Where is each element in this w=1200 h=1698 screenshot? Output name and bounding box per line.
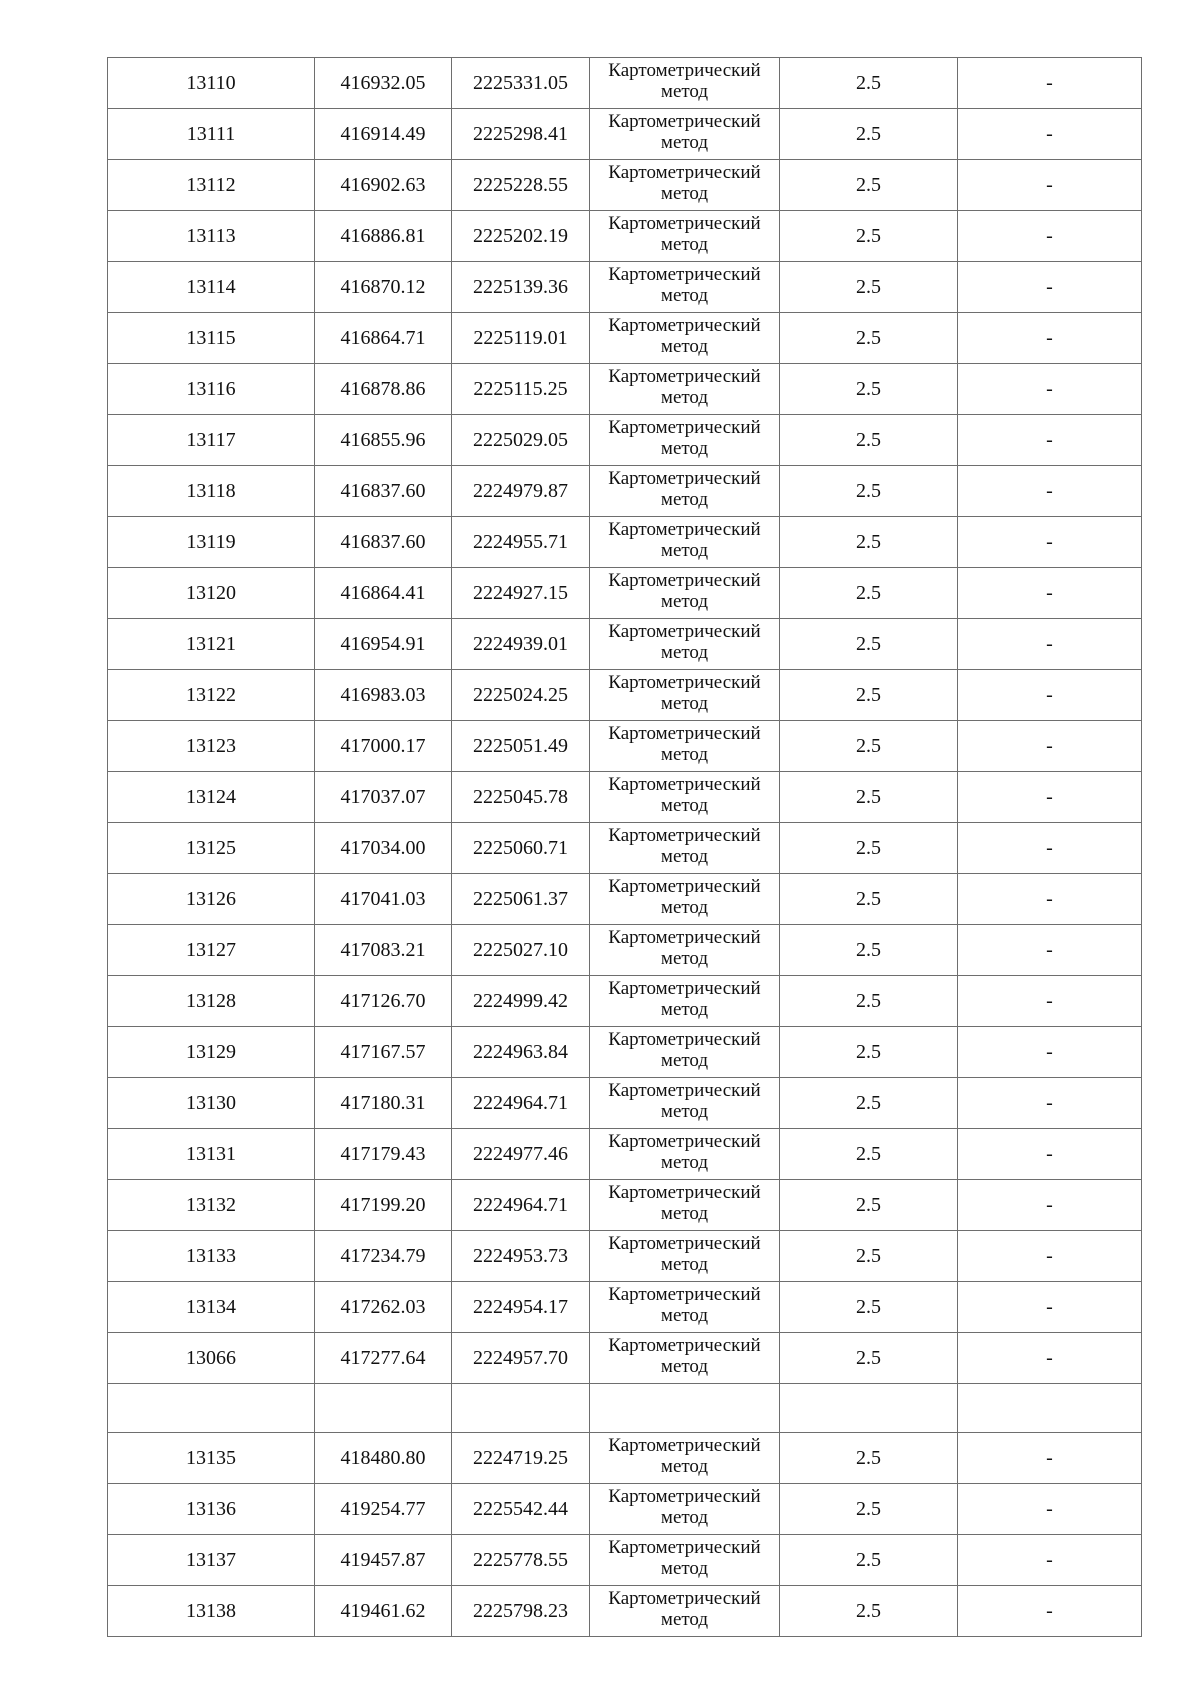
y-coordinate-cell: 2224955.71 xyxy=(452,517,590,568)
y-coordinate-cell: 2225798.23 xyxy=(452,1586,590,1637)
method-cell xyxy=(590,1586,780,1637)
x-coordinate-cell: 416902.63 xyxy=(315,160,452,211)
method-line-2: метод xyxy=(660,489,709,510)
method-cell xyxy=(590,1484,780,1535)
method-line-2: метод xyxy=(660,387,709,408)
point-number-cell: 13122 xyxy=(108,670,315,721)
y-coordinate-cell: 2225542.44 xyxy=(452,1484,590,1535)
accuracy-cell: 2.5 xyxy=(780,568,958,619)
note-cell: - xyxy=(958,1333,1142,1384)
point-number-cell: 13123 xyxy=(108,721,315,772)
point-number-cell: 13133 xyxy=(108,1231,315,1282)
empty-cell xyxy=(315,1384,452,1433)
method-line-2: метод xyxy=(660,999,709,1020)
table-row xyxy=(108,1180,1142,1231)
table-row xyxy=(108,823,1142,874)
y-coordinate-cell: 2225331.05 xyxy=(452,58,590,109)
table-row xyxy=(108,925,1142,976)
method-line-1: Картометрический xyxy=(608,213,761,234)
accuracy-cell: 2.5 xyxy=(780,1129,958,1180)
accuracy-cell: 2.5 xyxy=(780,1282,958,1333)
method-line-2: метод xyxy=(660,234,709,255)
table-row xyxy=(108,1433,1142,1484)
accuracy-cell: 2.5 xyxy=(780,109,958,160)
method-line-2: метод xyxy=(660,795,709,816)
point-number-cell: 13136 xyxy=(108,1484,315,1535)
method-line-1: Картометрический xyxy=(608,876,761,897)
table-row xyxy=(108,1231,1142,1282)
method-line-1: Картометрический xyxy=(608,621,761,642)
method-line-1: Картометрический xyxy=(608,417,761,438)
method-cell xyxy=(590,568,780,619)
method-line-2: метод xyxy=(660,1456,709,1477)
method-line-1: Картометрический xyxy=(608,1486,761,1507)
accuracy-cell: 2.5 xyxy=(780,160,958,211)
method-line-2: метод xyxy=(660,132,709,153)
method-line-1: Картометрический xyxy=(608,1284,761,1305)
method-cell xyxy=(590,976,780,1027)
method-line-2: метод xyxy=(660,438,709,459)
y-coordinate-cell: 2225139.36 xyxy=(452,262,590,313)
table-row xyxy=(108,364,1142,415)
x-coordinate-cell: 417000.17 xyxy=(315,721,452,772)
point-number-cell: 13115 xyxy=(108,313,315,364)
note-cell: - xyxy=(958,1231,1142,1282)
point-number-cell: 13112 xyxy=(108,160,315,211)
method-line-1: Картометрический xyxy=(608,978,761,999)
method-line-2: метод xyxy=(660,591,709,612)
method-cell xyxy=(590,109,780,160)
y-coordinate-cell: 2224954.17 xyxy=(452,1282,590,1333)
table-row xyxy=(108,1129,1142,1180)
method-cell xyxy=(590,721,780,772)
method-cell xyxy=(590,517,780,568)
note-cell: - xyxy=(958,772,1142,823)
x-coordinate-cell: 417262.03 xyxy=(315,1282,452,1333)
table-row xyxy=(108,721,1142,772)
point-number-cell: 13117 xyxy=(108,415,315,466)
table-row xyxy=(108,568,1142,619)
note-cell: - xyxy=(958,1586,1142,1637)
table-row xyxy=(108,1586,1142,1637)
point-number-cell: 13113 xyxy=(108,211,315,262)
accuracy-cell: 2.5 xyxy=(780,1433,958,1484)
point-number-cell: 13129 xyxy=(108,1027,315,1078)
x-coordinate-cell: 416932.05 xyxy=(315,58,452,109)
method-line-2: метод xyxy=(660,846,709,867)
empty-cell xyxy=(958,1384,1142,1433)
method-line-2: метод xyxy=(660,1152,709,1173)
note-cell: - xyxy=(958,1180,1142,1231)
point-number-cell: 13114 xyxy=(108,262,315,313)
note-cell: - xyxy=(958,1433,1142,1484)
method-cell xyxy=(590,823,780,874)
method-line-2: метод xyxy=(660,1203,709,1224)
method-line-2: метод xyxy=(660,1558,709,1579)
table-row xyxy=(108,976,1142,1027)
method-cell xyxy=(590,1078,780,1129)
table-row xyxy=(108,466,1142,517)
point-number-cell: 13116 xyxy=(108,364,315,415)
y-coordinate-cell: 2225119.01 xyxy=(452,313,590,364)
x-coordinate-cell: 419254.77 xyxy=(315,1484,452,1535)
method-line-1: Картометрический xyxy=(608,468,761,489)
method-cell xyxy=(590,466,780,517)
coordinates-table xyxy=(107,57,1142,1637)
x-coordinate-cell: 417167.57 xyxy=(315,1027,452,1078)
method-line-1: Картометрический xyxy=(608,1537,761,1558)
x-coordinate-cell: 417199.20 xyxy=(315,1180,452,1231)
y-coordinate-cell: 2225024.25 xyxy=(452,670,590,721)
y-coordinate-cell: 2224939.01 xyxy=(452,619,590,670)
note-cell: - xyxy=(958,925,1142,976)
point-number-cell: 13126 xyxy=(108,874,315,925)
method-line-2: метод xyxy=(660,183,709,204)
y-coordinate-cell: 2224963.84 xyxy=(452,1027,590,1078)
note-cell: - xyxy=(958,211,1142,262)
y-coordinate-cell: 2224977.46 xyxy=(452,1129,590,1180)
y-coordinate-cell: 2224964.71 xyxy=(452,1180,590,1231)
accuracy-cell: 2.5 xyxy=(780,211,958,262)
note-cell: - xyxy=(958,568,1142,619)
x-coordinate-cell: 417126.70 xyxy=(315,976,452,1027)
y-coordinate-cell: 2225061.37 xyxy=(452,874,590,925)
note-cell: - xyxy=(958,1027,1142,1078)
point-number-cell: 13128 xyxy=(108,976,315,1027)
accuracy-cell: 2.5 xyxy=(780,517,958,568)
table-row xyxy=(108,313,1142,364)
method-line-2: метод xyxy=(660,897,709,918)
note-cell: - xyxy=(958,415,1142,466)
table-row xyxy=(108,1078,1142,1129)
method-cell xyxy=(590,925,780,976)
point-number-cell: 13119 xyxy=(108,517,315,568)
method-line-1: Картометрический xyxy=(608,1335,761,1356)
point-number-cell: 13137 xyxy=(108,1535,315,1586)
method-line-2: метод xyxy=(660,642,709,663)
empty-cell xyxy=(108,1384,315,1433)
method-line-1: Картометрический xyxy=(608,315,761,336)
method-cell xyxy=(590,874,780,925)
accuracy-cell: 2.5 xyxy=(780,925,958,976)
x-coordinate-cell: 417083.21 xyxy=(315,925,452,976)
method-line-1: Картометрический xyxy=(608,1029,761,1050)
note-cell: - xyxy=(958,109,1142,160)
point-number-cell: 13066 xyxy=(108,1333,315,1384)
method-line-2: метод xyxy=(660,81,709,102)
y-coordinate-cell: 2225115.25 xyxy=(452,364,590,415)
method-cell xyxy=(590,670,780,721)
accuracy-cell: 2.5 xyxy=(780,1586,958,1637)
method-line-1: Картометрический xyxy=(608,570,761,591)
accuracy-cell: 2.5 xyxy=(780,1333,958,1384)
method-cell xyxy=(590,1231,780,1282)
point-number-cell: 13138 xyxy=(108,1586,315,1637)
method-line-2: метод xyxy=(660,693,709,714)
method-cell xyxy=(590,1535,780,1586)
point-number-cell: 13110 xyxy=(108,58,315,109)
table-row xyxy=(108,874,1142,925)
table-row xyxy=(108,58,1142,109)
note-cell: - xyxy=(958,466,1142,517)
accuracy-cell: 2.5 xyxy=(780,721,958,772)
method-line-1: Картометрический xyxy=(608,1080,761,1101)
accuracy-cell: 2.5 xyxy=(780,823,958,874)
point-number-cell: 13121 xyxy=(108,619,315,670)
note-cell: - xyxy=(958,823,1142,874)
note-cell: - xyxy=(958,874,1142,925)
y-coordinate-cell: 2224964.71 xyxy=(452,1078,590,1129)
x-coordinate-cell: 416855.96 xyxy=(315,415,452,466)
method-line-2: метод xyxy=(660,1356,709,1377)
empty-cell xyxy=(452,1384,590,1433)
x-coordinate-cell: 417037.07 xyxy=(315,772,452,823)
method-line-2: метод xyxy=(660,1101,709,1122)
method-cell xyxy=(590,160,780,211)
accuracy-cell: 2.5 xyxy=(780,364,958,415)
method-line-1: Картометрический xyxy=(608,1588,761,1609)
accuracy-cell: 2.5 xyxy=(780,1484,958,1535)
note-cell: - xyxy=(958,670,1142,721)
y-coordinate-cell: 2225778.55 xyxy=(452,1535,590,1586)
x-coordinate-cell: 417034.00 xyxy=(315,823,452,874)
method-cell xyxy=(590,1282,780,1333)
method-line-1: Картометрический xyxy=(608,825,761,846)
method-cell xyxy=(590,1333,780,1384)
note-cell: - xyxy=(958,1282,1142,1333)
table-row xyxy=(108,1333,1142,1384)
note-cell: - xyxy=(958,262,1142,313)
empty-cell xyxy=(590,1384,780,1433)
accuracy-cell: 2.5 xyxy=(780,976,958,1027)
method-line-1: Картометрический xyxy=(608,519,761,540)
y-coordinate-cell: 2225202.19 xyxy=(452,211,590,262)
method-line-1: Картометрический xyxy=(608,723,761,744)
point-number-cell: 13132 xyxy=(108,1180,315,1231)
x-coordinate-cell: 416914.49 xyxy=(315,109,452,160)
point-number-cell: 13120 xyxy=(108,568,315,619)
x-coordinate-cell: 418480.80 xyxy=(315,1433,452,1484)
note-cell: - xyxy=(958,721,1142,772)
y-coordinate-cell: 2225029.05 xyxy=(452,415,590,466)
point-number-cell: 13130 xyxy=(108,1078,315,1129)
method-line-1: Картометрический xyxy=(608,60,761,81)
method-cell xyxy=(590,1433,780,1484)
x-coordinate-cell: 416870.12 xyxy=(315,262,452,313)
accuracy-cell: 2.5 xyxy=(780,670,958,721)
accuracy-cell: 2.5 xyxy=(780,772,958,823)
accuracy-cell: 2.5 xyxy=(780,58,958,109)
method-cell xyxy=(590,1027,780,1078)
note-cell: - xyxy=(958,160,1142,211)
note-cell: - xyxy=(958,58,1142,109)
method-line-2: метод xyxy=(660,948,709,969)
accuracy-cell: 2.5 xyxy=(780,619,958,670)
x-coordinate-cell: 417180.31 xyxy=(315,1078,452,1129)
method-line-2: метод xyxy=(660,1507,709,1528)
coordinates-table-body xyxy=(108,58,1142,1637)
point-number-cell: 13127 xyxy=(108,925,315,976)
x-coordinate-cell: 417041.03 xyxy=(315,874,452,925)
x-coordinate-cell: 416864.41 xyxy=(315,568,452,619)
point-number-cell: 13111 xyxy=(108,109,315,160)
method-cell xyxy=(590,364,780,415)
method-line-2: метод xyxy=(660,336,709,357)
table-spacer-row xyxy=(108,1384,1142,1433)
y-coordinate-cell: 2225027.10 xyxy=(452,925,590,976)
x-coordinate-cell: 417277.64 xyxy=(315,1333,452,1384)
empty-cell xyxy=(780,1384,958,1433)
point-number-cell: 13118 xyxy=(108,466,315,517)
table-row xyxy=(108,415,1142,466)
y-coordinate-cell: 2224979.87 xyxy=(452,466,590,517)
method-line-1: Картометрический xyxy=(608,162,761,183)
table-row xyxy=(108,772,1142,823)
method-line-1: Картометрический xyxy=(608,672,761,693)
method-cell xyxy=(590,1129,780,1180)
note-cell: - xyxy=(958,517,1142,568)
table-row xyxy=(108,160,1142,211)
x-coordinate-cell: 417179.43 xyxy=(315,1129,452,1180)
x-coordinate-cell: 416886.81 xyxy=(315,211,452,262)
accuracy-cell: 2.5 xyxy=(780,1231,958,1282)
method-line-1: Картометрический xyxy=(608,366,761,387)
table-row xyxy=(108,1535,1142,1586)
x-coordinate-cell: 419461.62 xyxy=(315,1586,452,1637)
method-line-1: Картометрический xyxy=(608,111,761,132)
accuracy-cell: 2.5 xyxy=(780,466,958,517)
accuracy-cell: 2.5 xyxy=(780,1535,958,1586)
table-row xyxy=(108,517,1142,568)
method-line-2: метод xyxy=(660,285,709,306)
method-line-1: Картометрический xyxy=(608,264,761,285)
point-number-cell: 13125 xyxy=(108,823,315,874)
method-cell xyxy=(590,58,780,109)
accuracy-cell: 2.5 xyxy=(780,874,958,925)
table-row xyxy=(108,1282,1142,1333)
method-line-2: метод xyxy=(660,1305,709,1326)
method-cell xyxy=(590,1180,780,1231)
accuracy-cell: 2.5 xyxy=(780,415,958,466)
accuracy-cell: 2.5 xyxy=(780,1027,958,1078)
y-coordinate-cell: 2224953.73 xyxy=(452,1231,590,1282)
y-coordinate-cell: 2225228.55 xyxy=(452,160,590,211)
method-line-1: Картометрический xyxy=(608,774,761,795)
method-line-2: метод xyxy=(660,540,709,561)
x-coordinate-cell: 416837.60 xyxy=(315,466,452,517)
method-line-1: Картометрический xyxy=(608,1131,761,1152)
method-line-2: метод xyxy=(660,1050,709,1071)
y-coordinate-cell: 2225298.41 xyxy=(452,109,590,160)
note-cell: - xyxy=(958,1129,1142,1180)
method-cell xyxy=(590,262,780,313)
note-cell: - xyxy=(958,1078,1142,1129)
note-cell: - xyxy=(958,1484,1142,1535)
method-line-1: Картометрический xyxy=(608,1182,761,1203)
table-row xyxy=(108,1484,1142,1535)
method-line-1: Картометрический xyxy=(608,1233,761,1254)
method-cell xyxy=(590,211,780,262)
note-cell: - xyxy=(958,313,1142,364)
table-row xyxy=(108,670,1142,721)
y-coordinate-cell: 2224719.25 xyxy=(452,1433,590,1484)
x-coordinate-cell: 416954.91 xyxy=(315,619,452,670)
table-row xyxy=(108,262,1142,313)
method-line-2: метод xyxy=(660,744,709,765)
x-coordinate-cell: 417234.79 xyxy=(315,1231,452,1282)
x-coordinate-cell: 416837.60 xyxy=(315,517,452,568)
table-row xyxy=(108,211,1142,262)
y-coordinate-cell: 2224957.70 xyxy=(452,1333,590,1384)
method-line-1: Картометрический xyxy=(608,1435,761,1456)
y-coordinate-cell: 2225060.71 xyxy=(452,823,590,874)
accuracy-cell: 2.5 xyxy=(780,313,958,364)
method-line-1: Картометрический xyxy=(608,927,761,948)
table-row xyxy=(108,619,1142,670)
accuracy-cell: 2.5 xyxy=(780,262,958,313)
x-coordinate-cell: 416878.86 xyxy=(315,364,452,415)
note-cell: - xyxy=(958,619,1142,670)
note-cell: - xyxy=(958,976,1142,1027)
point-number-cell: 13134 xyxy=(108,1282,315,1333)
x-coordinate-cell: 416983.03 xyxy=(315,670,452,721)
x-coordinate-cell: 416864.71 xyxy=(315,313,452,364)
method-cell xyxy=(590,313,780,364)
note-cell: - xyxy=(958,1535,1142,1586)
table-row xyxy=(108,1027,1142,1078)
y-coordinate-cell: 2225045.78 xyxy=(452,772,590,823)
accuracy-cell: 2.5 xyxy=(780,1078,958,1129)
point-number-cell: 13131 xyxy=(108,1129,315,1180)
method-cell xyxy=(590,772,780,823)
x-coordinate-cell: 419457.87 xyxy=(315,1535,452,1586)
accuracy-cell: 2.5 xyxy=(780,1180,958,1231)
method-line-2: метод xyxy=(660,1254,709,1275)
y-coordinate-cell: 2224927.15 xyxy=(452,568,590,619)
method-cell xyxy=(590,619,780,670)
note-cell: - xyxy=(958,364,1142,415)
table-row xyxy=(108,109,1142,160)
method-line-2: метод xyxy=(660,1609,709,1630)
point-number-cell: 13135 xyxy=(108,1433,315,1484)
y-coordinate-cell: 2225051.49 xyxy=(452,721,590,772)
method-cell xyxy=(590,415,780,466)
point-number-cell: 13124 xyxy=(108,772,315,823)
y-coordinate-cell: 2224999.42 xyxy=(452,976,590,1027)
